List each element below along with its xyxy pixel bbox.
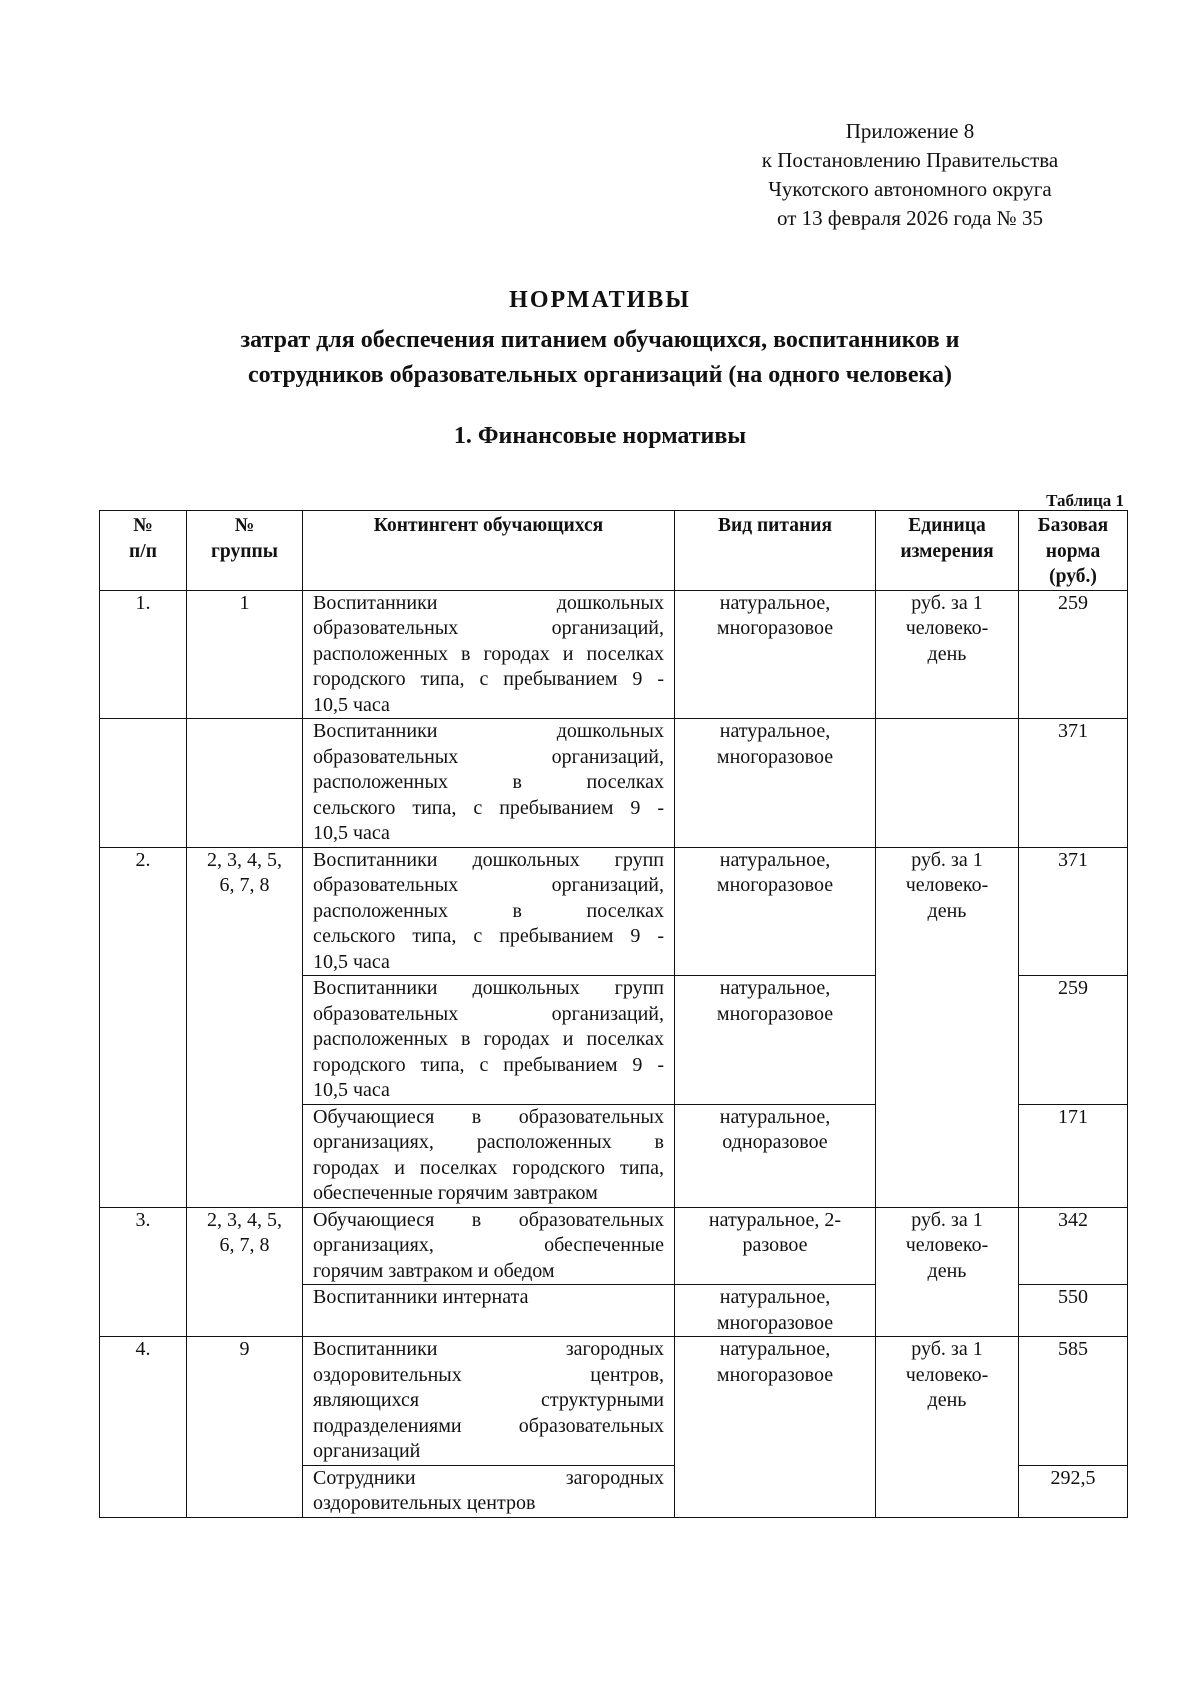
header-text: п/п <box>129 540 157 562</box>
cell-contingent-line: сельского типа, с пребыванием 9 - <box>313 796 664 819</box>
header-text: № <box>234 515 255 536</box>
cell-food-type <box>675 1207 876 1285</box>
cell-contingent-line: 10,5 часа <box>313 950 390 973</box>
cell-contingent-line: городского типа, с пребыванием 9 - <box>313 668 664 690</box>
appendix-line: от 13 февраля 2026 года № 35 <box>777 206 1043 230</box>
cell-food-type-line: натуральное, <box>719 848 831 871</box>
document-title: НОРМАТИВЫ <box>509 287 691 313</box>
cell-food-type-line: натуральное, <box>719 720 831 742</box>
cell-group <box>187 719 303 848</box>
header-text: группы <box>211 540 278 562</box>
cell-unit-line: человеко- <box>905 1234 989 1256</box>
cell-contingent-line: Обучающиеся в образовательных <box>313 1208 664 1231</box>
cell-contingent-line: Воспитанники дошкольных групп <box>313 848 664 871</box>
appendix-line: Чукотского автономного округа <box>768 177 1052 201</box>
cell-food-type-line: многоразовое <box>716 617 834 639</box>
cell-norm: 585 <box>1019 1337 1128 1466</box>
cell-food-type <box>675 976 876 1105</box>
cell-contingent-line: Воспитанники интерната <box>313 1286 529 1308</box>
cell-contingent-line: городского типа, с пребыванием 9 - <box>313 1053 664 1076</box>
table-body <box>100 590 1128 1517</box>
cell-group-line: 2, 3, 4, 5, <box>207 848 282 871</box>
cell-food-type-line: многоразовое <box>716 874 834 896</box>
cell-contingent <box>303 1285 675 1337</box>
cell-unit-line: человеко- <box>905 874 989 896</box>
cell-contingent-line: сельского типа, с пребыванием 9 - <box>313 925 664 947</box>
table-row <box>100 1337 1128 1466</box>
cell-num: 3. <box>100 1207 187 1337</box>
cell-contingent <box>303 1207 675 1285</box>
cell-food-type-line: натуральное, <box>719 591 831 614</box>
cell-unit-line: день <box>927 1259 967 1282</box>
cell-contingent-line: расположенных в городах и поселках <box>313 1028 664 1050</box>
cell-group <box>187 847 303 1207</box>
header-group <box>187 511 303 591</box>
cell-unit-line: день <box>927 899 967 922</box>
subtitle-line: сотрудников образовательных организаций (на одного человека) <box>248 362 952 388</box>
cell-food-type <box>675 590 876 719</box>
cell-contingent-line: оздоровительных центров, <box>313 1363 664 1386</box>
cell-contingent <box>303 1104 675 1207</box>
cell-contingent <box>303 590 675 719</box>
table-label: Таблица 1 <box>1046 491 1124 510</box>
cell-contingent-line: организаций <box>313 1440 421 1462</box>
cell-unit-line: руб. за 1 <box>911 848 983 871</box>
table-row <box>100 590 1128 719</box>
header-unit <box>876 511 1019 591</box>
cell-contingent-line: образовательных организаций, <box>313 1002 664 1025</box>
cell-contingent-line: горячим завтраком и обедом <box>313 1259 555 1282</box>
cell-food-type <box>675 719 876 848</box>
cell-unit-line: руб. за 1 <box>911 1208 983 1231</box>
cell-group <box>187 1337 303 1518</box>
header-num <box>100 511 187 591</box>
header-text: Базовая <box>1037 515 1109 536</box>
cell-food-type <box>675 1337 876 1518</box>
table-header-row <box>100 511 1128 591</box>
cell-contingent-line: подразделениями образовательных <box>313 1414 664 1437</box>
table-row <box>100 847 1128 976</box>
header-text: Единица <box>908 515 986 536</box>
header-food-type: Вид питания <box>675 511 876 591</box>
cell-group <box>187 590 303 719</box>
cell-unit <box>876 847 1019 1207</box>
cell-contingent-line: Воспитанники загородных <box>313 1338 664 1360</box>
cell-contingent <box>303 719 675 848</box>
cell-contingent-line: Воспитанники дошкольных <box>313 591 664 614</box>
table-row <box>100 1207 1128 1285</box>
cell-unit-line: день <box>927 1389 967 1411</box>
cell-food-type-line: многоразовое <box>716 1311 834 1334</box>
header-text: норма <box>1045 540 1101 562</box>
cell-food-type-line: натуральное, 2- <box>708 1208 842 1231</box>
subtitle-line: затрат для обеспечения питанием обучающихся, воспитанников и <box>240 327 960 353</box>
cell-contingent-line: городах и поселках городского типа, <box>313 1156 664 1179</box>
cell-group-line: 2, 3, 4, 5, <box>207 1208 282 1231</box>
cell-unit <box>876 719 1019 848</box>
cell-contingent-line: Воспитанники дошкольных <box>313 720 664 742</box>
cell-unit-line: руб. за 1 <box>911 591 983 614</box>
cell-food-type <box>675 847 876 976</box>
cell-contingent-line: 10,5 часа <box>313 693 390 716</box>
cell-contingent <box>303 976 675 1105</box>
cell-contingent-line: обеспеченные горячим завтраком <box>313 1182 598 1204</box>
cell-norm: 342 <box>1019 1207 1128 1285</box>
cell-contingent <box>303 1337 675 1466</box>
cell-contingent <box>303 1465 675 1517</box>
cell-group-line: 1 <box>239 591 250 614</box>
cell-contingent-line: расположенных в поселках <box>313 771 664 793</box>
cell-num <box>100 719 187 848</box>
appendix-line: Приложение 8 <box>845 119 975 143</box>
cell-contingent-line: образовательных организаций, <box>313 745 664 768</box>
cell-num: 1. <box>100 590 187 719</box>
cell-num: 2. <box>100 847 187 1207</box>
cell-num: 4. <box>100 1337 187 1518</box>
cell-unit-line: день <box>927 642 967 665</box>
cell-contingent-line: Обучающиеся в образовательных <box>313 1105 664 1128</box>
cell-food-type-line: многоразовое <box>716 1363 834 1386</box>
header-text: (руб.) <box>1049 566 1097 587</box>
cell-food-type-line: многоразовое <box>716 745 834 768</box>
cell-contingent-line: расположенных в городах и поселках <box>313 642 664 665</box>
appendix-line: к Постановлению Правительства <box>761 148 1059 172</box>
cell-contingent-line: образовательных организаций, <box>313 617 664 639</box>
cell-norm: 259 <box>1019 590 1128 719</box>
cell-norm: 371 <box>1019 847 1128 976</box>
cell-unit-line: руб. за 1 <box>911 1338 983 1360</box>
cell-norm: 171 <box>1019 1104 1128 1207</box>
cell-food-type <box>675 1104 876 1207</box>
cell-norm: 550 <box>1019 1285 1128 1337</box>
cell-contingent-line: образовательных организаций, <box>313 874 664 896</box>
cell-contingent-line: Воспитанники дошкольных групп <box>313 977 664 999</box>
header-contingent: Контингент обучающихся <box>303 511 675 591</box>
cell-group <box>187 1207 303 1337</box>
cell-group-line: 9 <box>239 1338 250 1360</box>
cell-unit <box>876 1207 1019 1337</box>
cell-contingent-line: оздоровительных центров <box>313 1492 536 1514</box>
cell-unit-line: человеко- <box>905 617 989 639</box>
table-row <box>100 719 1128 848</box>
cell-contingent-line: организациях, обеспеченные <box>313 1234 664 1256</box>
appendix-block <box>700 117 1120 233</box>
cell-contingent <box>303 847 675 976</box>
cell-group-line: 6, 7, 8 <box>219 1234 270 1256</box>
cell-food-type-line: разовое <box>742 1234 808 1256</box>
cell-food-type-line: многоразовое <box>716 1002 834 1025</box>
header-text: измерения <box>900 540 994 562</box>
cell-contingent-line: являющихся структурными <box>313 1389 664 1411</box>
cell-food-type <box>675 1285 876 1337</box>
norms-table <box>99 510 1128 1518</box>
cell-food-type-line: натуральное, <box>719 1286 831 1308</box>
cell-norm: 259 <box>1019 976 1128 1105</box>
cell-norm: 292,5 <box>1019 1465 1128 1517</box>
cell-food-type-line: натуральное, <box>719 1338 831 1360</box>
section-title: 1. Финансовые нормативы <box>453 423 747 449</box>
cell-unit-line: человеко- <box>905 1363 989 1386</box>
cell-food-type-line: одноразовое <box>722 1131 828 1153</box>
header-norm <box>1019 511 1128 591</box>
cell-contingent-line: 10,5 часа <box>313 1079 390 1101</box>
cell-food-type-line: натуральное, <box>719 1105 831 1128</box>
cell-contingent-line: расположенных в поселках <box>313 899 664 922</box>
cell-food-type-line: натуральное, <box>719 977 831 999</box>
cell-contingent-line: Сотрудники загородных <box>313 1466 664 1489</box>
cell-group-line: 6, 7, 8 <box>219 874 270 896</box>
document-subtitle <box>0 323 1200 393</box>
cell-contingent-line: организациях, расположенных в <box>313 1131 664 1153</box>
cell-unit <box>876 590 1019 719</box>
cell-contingent-line: 10,5 часа <box>313 822 390 844</box>
cell-norm: 371 <box>1019 719 1128 848</box>
cell-unit <box>876 1337 1019 1518</box>
header-text: № <box>133 515 153 536</box>
